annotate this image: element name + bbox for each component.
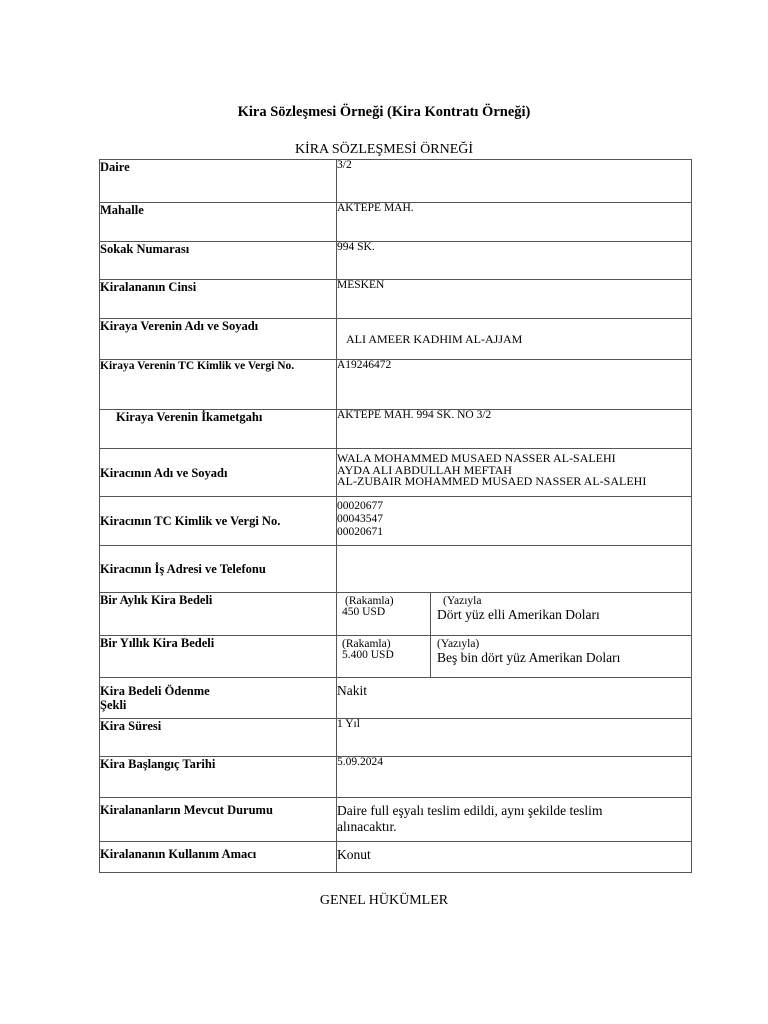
rakamla-label: (Rakamla) xyxy=(342,638,391,650)
field-value: 1 Yıl xyxy=(337,719,692,757)
tenant-id: 00020671 xyxy=(337,526,383,538)
field-label: Kira Başlangıç Tarihi xyxy=(100,757,337,798)
tenant-names xyxy=(337,449,692,497)
table-row xyxy=(100,798,692,842)
field-label: Bir Aylık Kira Bedeli xyxy=(100,593,337,636)
tenant-ids xyxy=(337,497,692,546)
table-row xyxy=(100,449,692,497)
field-label-line: Şekli xyxy=(100,698,127,712)
table-row xyxy=(100,319,692,360)
field-value: 994 SK. xyxy=(337,242,692,280)
field-value: AKTEPE MAH. 994 SK. NO 3/2 xyxy=(337,410,692,449)
field-value: ALI AMEER KADHIM AL-AJJAM xyxy=(337,319,692,360)
field-value: 3/2 xyxy=(337,160,692,203)
field-value: A19246472 xyxy=(337,360,692,410)
tenant-id: 00020677 xyxy=(337,500,383,512)
rent-numeric xyxy=(337,593,431,635)
field-label: Bir Yıllık Kira Bedeli xyxy=(100,636,337,678)
table-row xyxy=(100,546,692,593)
field-label: Kiraya Verenin TC Kimlik ve Vergi No. xyxy=(100,360,337,410)
table-row xyxy=(100,242,692,280)
field-label: Kiralananların Mevcut Durumu xyxy=(100,798,337,842)
table-row xyxy=(100,842,692,873)
yearly-rent-cell xyxy=(337,636,692,678)
field-label: Daire xyxy=(100,160,337,203)
table-row xyxy=(100,678,692,719)
table-row xyxy=(100,203,692,242)
document-title: Kira Sözleşmesi Örneği (Kira Kontratı Örneği) xyxy=(237,104,531,120)
tenant-name: AYDA ALI ABDULLAH MEFTAH xyxy=(337,462,512,477)
yaziyla-label: (Yazıyla) xyxy=(437,638,480,650)
table-row xyxy=(100,410,692,449)
tenant-id: 00043547 xyxy=(337,513,383,525)
field-value: 5.09.2024 xyxy=(337,757,692,798)
yaziyla-value: Beş bin dört yüz Amerikan Doları xyxy=(437,650,621,665)
rent-numeric xyxy=(337,636,431,677)
rent-words xyxy=(431,593,691,635)
table-row xyxy=(100,757,692,798)
field-value: MESKEN xyxy=(337,280,692,319)
field-label xyxy=(100,678,337,719)
tenant-name: AL-ZUBAIR MOHAMMED MUSAED NASSER AL-SALEHI xyxy=(337,474,647,488)
field-value: Nakit xyxy=(337,678,692,719)
field-value xyxy=(337,546,692,593)
monthly-rent-cell xyxy=(337,593,692,636)
form-heading: KİRA SÖZLEŞMESİ ÖRNEĞİ xyxy=(294,142,474,157)
field-label: Kiraya Verenin Adı ve Soyadı xyxy=(100,319,337,360)
yaziyla-label: (Yazıyla xyxy=(443,595,482,607)
field-value: Konut xyxy=(337,842,692,873)
table-row xyxy=(100,719,692,757)
field-value-line: alınacaktır. xyxy=(337,819,397,834)
field-label: Kira Süresi xyxy=(100,719,337,757)
table-row xyxy=(100,497,692,546)
table-row xyxy=(100,360,692,410)
field-label: Kiracının TC Kimlik ve Vergi No. xyxy=(100,497,337,546)
field-label: Kiralananın Kullanım Amacı xyxy=(100,842,337,873)
field-label: Sokak Numarası xyxy=(100,242,337,280)
field-label: Kiracının İş Adresi ve Telefonu xyxy=(100,546,337,593)
table-row xyxy=(100,160,692,203)
field-value xyxy=(337,798,692,842)
rent-words xyxy=(431,636,691,677)
table-row xyxy=(100,593,692,636)
field-label: Kiraya Verenin İkametgahı xyxy=(100,410,337,449)
field-label: Kiralananın Cinsi xyxy=(100,280,337,319)
rakamla-value: 450 USD xyxy=(342,606,386,618)
field-value-line: Daire full eşyalı teslim edildi, aynı şekilde teslim xyxy=(337,803,603,818)
rakamla-label: (Rakamla) xyxy=(345,595,394,607)
rakamla-value: 5.400 USD xyxy=(342,649,394,661)
field-label: Kiracının Adı ve Soyadı xyxy=(100,449,337,497)
field-value: AKTEPE MAH. xyxy=(337,203,692,242)
table-row xyxy=(100,636,692,678)
field-label: Mahalle xyxy=(100,203,337,242)
tenant-name: WALA MOHAMMED MUSAED NASSER AL-SALEHI xyxy=(337,451,616,465)
section-heading: GENEL HÜKÜMLER xyxy=(319,893,449,908)
table-row xyxy=(100,280,692,319)
rental-contract-table xyxy=(99,159,692,873)
yaziyla-value: Dört yüz elli Amerikan Doları xyxy=(437,607,600,622)
field-label-line: Kira Bedeli Ödenme xyxy=(100,684,210,698)
